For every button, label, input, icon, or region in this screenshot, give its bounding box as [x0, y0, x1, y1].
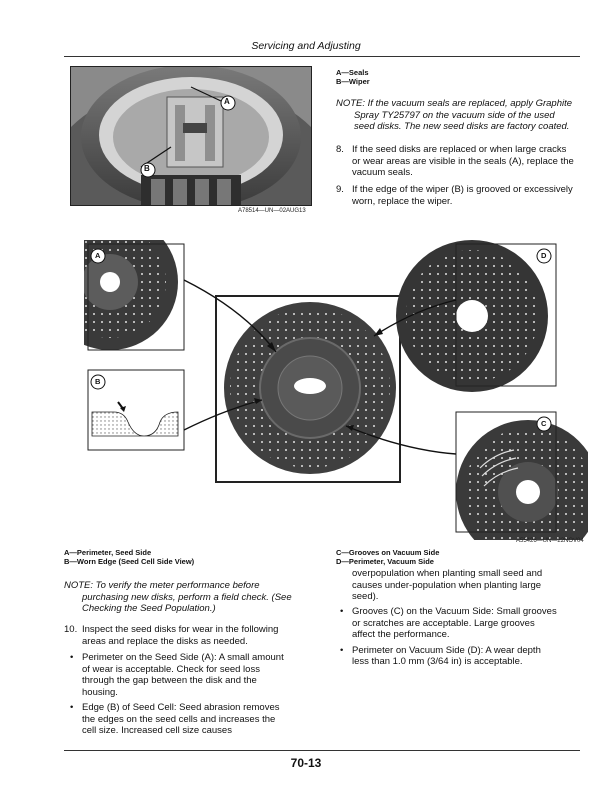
step-line: areas and replace the disks as needed.: [82, 635, 248, 647]
callout-c-label: C: [541, 419, 547, 428]
step-10: [64, 624, 326, 647]
continuation-line: overpopulation when planting small seed and: [352, 568, 543, 579]
step-line: Inspect the seed disks for wear in the following: [82, 624, 279, 635]
figure1-code: A78514—UN—02AUG13: [238, 208, 306, 214]
list-item: [338, 606, 588, 641]
step-line: vacuum seals.: [352, 167, 413, 178]
legend-item-wiper: B—Wiper: [336, 77, 370, 86]
step-9: [336, 184, 586, 207]
callout-b-label: B: [144, 164, 150, 173]
page-number: 70-13: [290, 756, 322, 770]
note-line: seed disks. The new seed disks are factory coated.: [354, 121, 570, 132]
bullet-list-right: [338, 606, 588, 672]
note-vacuum-seals: [336, 98, 586, 133]
bullet-line: • Perimeter on the Seed Side (A): A small amount: [82, 652, 284, 663]
note-field-check: [64, 580, 324, 615]
bullet-list-left: [68, 652, 326, 741]
note-line: purchasing new disks, perform a field check. (See: [82, 591, 292, 603]
bullet-line: or scratches are acceptable. Large grooves: [352, 617, 535, 629]
bullet-line: of wear is acceptable. Check for seed loss: [82, 663, 260, 675]
page-header-title: Servicing and Adjusting: [251, 40, 361, 52]
figure-meter-housing-photo: [70, 66, 312, 206]
bullet-line: less than 1.0 mm (3/64 in) is acceptable.: [352, 656, 523, 667]
bullet-continuation: [352, 568, 588, 603]
step-line: If the seed disks are replaced or when large cracks: [352, 144, 567, 155]
legend-item-a: A—Perimeter, Seed Side: [64, 548, 152, 557]
bullet-line: • Perimeter on Vacuum Side (D): A wear depth: [352, 644, 541, 656]
figure2-legend-right: [336, 548, 439, 566]
step-number: 8.: [336, 144, 344, 155]
legend-item-seals: A—Seals: [336, 68, 369, 77]
continuation-line: causes under-population when planting large: [352, 579, 542, 591]
step-line: or wear areas are visible in the seals (A), replace the: [352, 155, 574, 167]
step-line: If the edge of the wiper (B) is grooved or excessively: [352, 184, 573, 195]
list-item: [68, 652, 326, 698]
callout-a-label: A: [224, 97, 230, 106]
bullet-line: the edges on the seed cells and increases the: [82, 713, 276, 725]
figure-seed-disk-inspection: [84, 240, 588, 540]
callout-a-label: A: [95, 251, 101, 260]
list-item: [68, 702, 326, 737]
figure2-code: A55426—UN—22NOV04: [516, 538, 584, 544]
bullet-line: housing.: [82, 686, 118, 698]
note-line: Checking the Seed Population.): [82, 603, 216, 614]
bullet-line: • Grooves (C) on the Vacuum Side: Small grooves: [352, 606, 557, 617]
callout-d-label: D: [541, 251, 547, 260]
note-line: NOTE: To verify the meter performance before: [64, 580, 260, 591]
legend-item-b: B—Worn Edge (Seed Cell Side View): [64, 557, 195, 566]
header-rule: [64, 56, 580, 57]
step-number: 9.: [336, 184, 344, 195]
bullet-line: • Edge (B) of Seed Cell: Seed abrasion removes: [82, 702, 280, 713]
callout-b-label: B: [95, 377, 101, 386]
figure1-legend: [336, 68, 370, 86]
note-line: NOTE: If the vacuum seals are replaced, apply Graphite: [336, 98, 573, 109]
continuation-line: seed).: [352, 591, 379, 602]
step-line: worn, replace the wiper.: [352, 195, 453, 207]
bullet-line: affect the performance.: [352, 629, 450, 640]
legend-item-d: D—Perimeter, Vacuum Side: [336, 557, 434, 566]
bullet-line: cell size. Increased cell size causes: [82, 725, 232, 736]
legend-item-c: C—Grooves on Vacuum Side: [336, 548, 440, 557]
figure2-legend-left: [64, 548, 194, 566]
list-item: [338, 645, 588, 668]
step-8: [336, 144, 586, 179]
footer-rule: [64, 750, 580, 751]
note-line: Spray TY25797 on the vacuum side of the used: [354, 109, 555, 121]
bullet-line: through the gap between the disk and the: [82, 675, 257, 686]
step-number: 10.: [64, 624, 78, 635]
